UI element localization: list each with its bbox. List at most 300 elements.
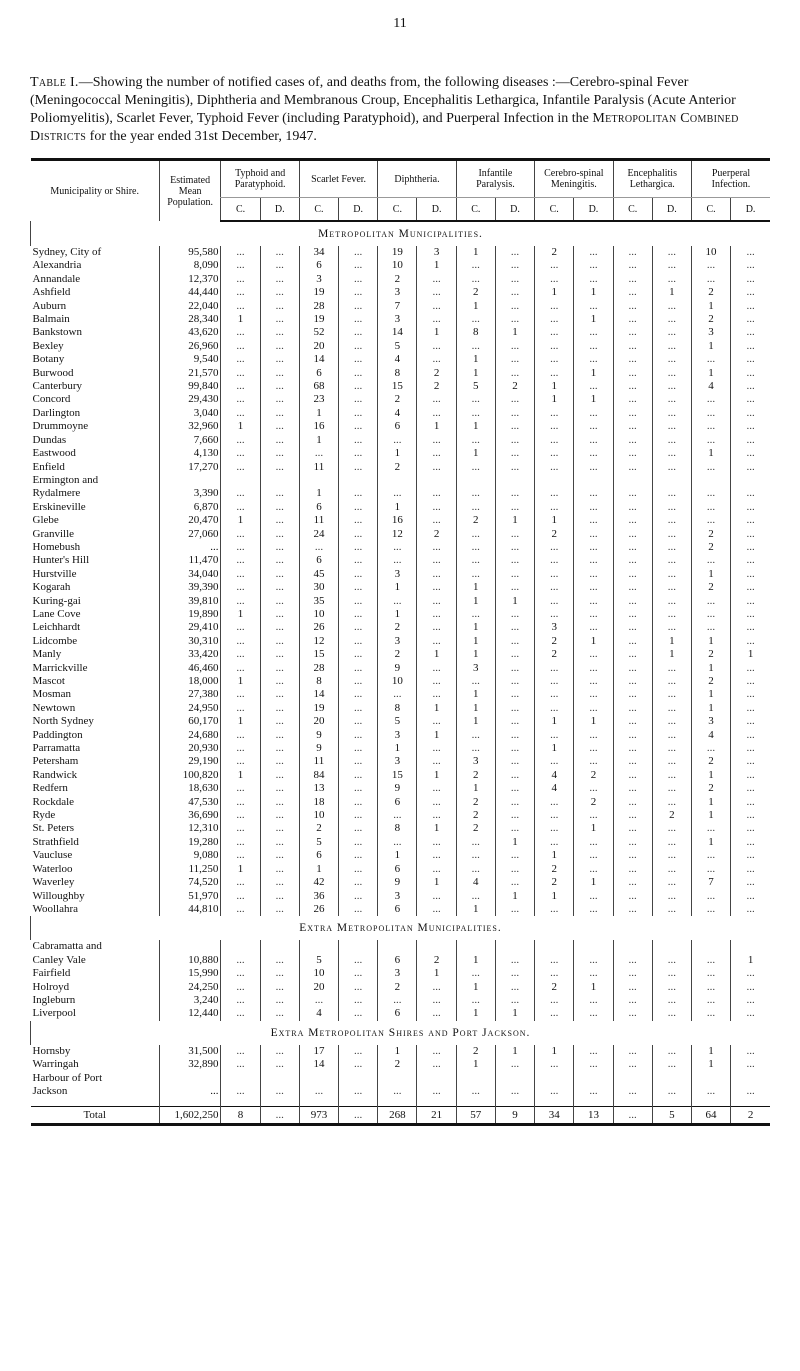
spacer-cell — [535, 1098, 574, 1107]
cell-value: ... — [378, 595, 417, 608]
cell-value: ... — [456, 836, 495, 849]
cell-value: ... — [731, 461, 770, 474]
cell-value: ... — [613, 1058, 652, 1071]
cell-value: ... — [652, 273, 691, 286]
cell-value: ... — [417, 340, 456, 353]
cell-value: ... — [221, 729, 260, 742]
cell-value: ... — [652, 487, 691, 500]
cell-value — [613, 940, 652, 953]
cell-value: ... — [731, 541, 770, 554]
cell-value: ... — [535, 903, 574, 916]
cell-population: 18,630 — [159, 782, 221, 795]
cell-value: ... — [731, 246, 770, 259]
cell-value: ... — [731, 1007, 770, 1020]
cell-population: 27,380 — [159, 688, 221, 701]
table-row — [31, 702, 771, 715]
cell-value: ... — [221, 273, 260, 286]
cell-population: 9,080 — [159, 849, 221, 862]
cell-value: 14 — [299, 688, 338, 701]
cell-value: ... — [691, 621, 730, 634]
cell-value: ... — [260, 541, 299, 554]
cell-value: 45 — [299, 568, 338, 581]
cell-value: ... — [260, 702, 299, 715]
cell-value: ... — [731, 313, 770, 326]
table-row — [31, 994, 771, 1007]
cell-value: 1 — [378, 447, 417, 460]
cell-value: ... — [652, 326, 691, 339]
cell-value: ... — [613, 340, 652, 353]
cell-value: ... — [535, 1007, 574, 1020]
cell-municipality: Lane Cove — [32, 607, 81, 620]
spacer-cell — [652, 1098, 691, 1107]
cell-value: ... — [613, 809, 652, 822]
cell-value: 4 — [691, 729, 730, 742]
cell-value: 6 — [299, 367, 338, 380]
cell-value: 2 — [417, 367, 456, 380]
cell-value: ... — [495, 420, 534, 433]
spacer-cell — [417, 1098, 456, 1107]
cell-value: ... — [339, 461, 378, 474]
table-row — [31, 863, 771, 876]
cell-value: ... — [731, 967, 770, 980]
cell-value: 20 — [299, 715, 338, 728]
cell-value: ... — [574, 595, 613, 608]
cell-value: 16 — [378, 514, 417, 527]
cell-value: ... — [456, 1085, 495, 1098]
cell-value: ... — [417, 755, 456, 768]
cell-value: ... — [378, 434, 417, 447]
cell-value: ... — [574, 890, 613, 903]
cell-value: ... — [495, 461, 534, 474]
cell-value: ... — [652, 514, 691, 527]
cell-value: ... — [339, 313, 378, 326]
cell-value: 1 — [456, 621, 495, 634]
cell-value: ... — [613, 836, 652, 849]
header-d-4: D. — [574, 198, 613, 222]
cell-value: ... — [339, 554, 378, 567]
cell-value: ... — [535, 662, 574, 675]
cell-value: 23 — [299, 393, 338, 406]
cell-value: ... — [535, 554, 574, 567]
cell-value: 7 — [378, 300, 417, 313]
cell-value: ... — [260, 635, 299, 648]
cell-municipality: Hornsby — [32, 1044, 71, 1057]
cell-population — [159, 1072, 221, 1085]
cell-value — [574, 940, 613, 953]
cell-value: ... — [495, 688, 534, 701]
cell-value: ... — [417, 796, 456, 809]
cell-population: 1,602,250 — [159, 1107, 221, 1125]
cell-value: ... — [456, 259, 495, 272]
cell-value: ... — [495, 742, 534, 755]
cell-value: ... — [417, 994, 456, 1007]
cell-value: ... — [339, 782, 378, 795]
cell-value: ... — [731, 903, 770, 916]
cell-value: ... — [613, 487, 652, 500]
cell-value: ... — [495, 876, 534, 889]
cell-value: ... — [691, 903, 730, 916]
cell-value: ... — [613, 420, 652, 433]
cell-value: ... — [339, 621, 378, 634]
cell-value: ... — [260, 326, 299, 339]
cell-value: ... — [260, 273, 299, 286]
cell-value: ... — [260, 1058, 299, 1071]
cell-value: 10 — [299, 608, 338, 621]
cell-municipality: St. Peters — [32, 822, 75, 835]
table-row — [31, 487, 771, 500]
cell-value: 2 — [378, 981, 417, 994]
cell-value: ... — [652, 755, 691, 768]
cell-value: ... — [456, 890, 495, 903]
cell-value: ... — [613, 407, 652, 420]
cell-value: 21 — [417, 1107, 456, 1125]
cell-value: ... — [613, 246, 652, 259]
cell-value: ... — [495, 729, 534, 742]
cell-value: 1 — [221, 514, 260, 527]
cell-value: ... — [378, 688, 417, 701]
caption-tail: for the year ended 31st December, 1947. — [89, 129, 317, 144]
cell-value: ... — [339, 648, 378, 661]
cell-value: ... — [221, 568, 260, 581]
cell-population — [159, 940, 221, 953]
cell-value: ... — [456, 849, 495, 862]
cell-value: ... — [339, 1058, 378, 1071]
cell-value: ... — [456, 313, 495, 326]
cell-value: ... — [652, 595, 691, 608]
cell-value: ... — [535, 541, 574, 554]
cell-value: ... — [221, 501, 260, 514]
cell-population: 9,540 — [159, 353, 221, 366]
cell-value — [652, 1072, 691, 1085]
cell-population: 18,000 — [159, 675, 221, 688]
table-row — [31, 528, 771, 541]
cell-value: 1 — [456, 420, 495, 433]
cell-value: 2 — [299, 822, 338, 835]
cell-value: ... — [339, 528, 378, 541]
header-c-5: C. — [613, 198, 652, 222]
cell-value — [495, 474, 534, 487]
cell-value: 20 — [299, 981, 338, 994]
section-heading — [31, 221, 771, 246]
cell-value: ... — [652, 1007, 691, 1020]
cell-value: ... — [339, 581, 378, 594]
cell-value: ... — [417, 903, 456, 916]
cell-value: 28 — [299, 300, 338, 313]
cell-value: ... — [260, 447, 299, 460]
cell-municipality: Auburn — [32, 299, 67, 312]
cell-value: ... — [260, 903, 299, 916]
caption-lead: Table I. — [30, 75, 79, 90]
header-c-4: C. — [535, 198, 574, 222]
cell-value: ... — [535, 447, 574, 460]
cell-value: 1 — [378, 742, 417, 755]
cell-value: 2 — [691, 782, 730, 795]
cell-value: ... — [260, 1007, 299, 1020]
cell-value: 1 — [221, 420, 260, 433]
cell-value: ... — [339, 595, 378, 608]
cell-value: 35 — [299, 595, 338, 608]
cell-value: 1 — [456, 1058, 495, 1071]
cell-value: 13 — [574, 1107, 613, 1125]
table-row — [31, 1045, 771, 1058]
cell-value: 1 — [221, 313, 260, 326]
cell-value: ... — [221, 648, 260, 661]
cell-value: ... — [339, 688, 378, 701]
table-row — [31, 876, 771, 889]
cell-value: ... — [613, 715, 652, 728]
cell-value: ... — [260, 501, 299, 514]
cell-population: 95,580 — [159, 246, 221, 259]
cell-value: ... — [652, 246, 691, 259]
cell-value: ... — [495, 393, 534, 406]
cell-value: ... — [417, 514, 456, 527]
cell-population: ... — [159, 1085, 221, 1098]
cell-value: ... — [260, 407, 299, 420]
cell-value: ... — [260, 380, 299, 393]
cell-value: ... — [221, 595, 260, 608]
cell-value: ... — [652, 568, 691, 581]
spacer-cell — [691, 1098, 730, 1107]
cell-value: ... — [221, 581, 260, 594]
cell-value: 1 — [221, 675, 260, 688]
cell-value: ... — [456, 487, 495, 500]
cell-value: ... — [339, 514, 378, 527]
cell-value: 10 — [378, 675, 417, 688]
cell-value: ... — [260, 967, 299, 980]
table-row — [31, 514, 771, 527]
cell-value: ... — [574, 340, 613, 353]
cell-value: ... — [339, 568, 378, 581]
cell-population: 32,890 — [159, 1058, 221, 1071]
cell-value: ... — [652, 981, 691, 994]
cell-value: ... — [731, 259, 770, 272]
cell-value: ... — [652, 836, 691, 849]
cell-value: 1 — [691, 702, 730, 715]
cell-value: ... — [260, 581, 299, 594]
cell-value: ... — [260, 994, 299, 1007]
cell-value: ... — [691, 954, 730, 967]
table-row — [31, 755, 771, 768]
cell-value: 1 — [652, 635, 691, 648]
cell-value: 68 — [299, 380, 338, 393]
cell-value: 2 — [691, 541, 730, 554]
header-c-1: C. — [299, 198, 338, 222]
cell-value: 3 — [378, 729, 417, 742]
cell-population: 12,310 — [159, 822, 221, 835]
cell-value: ... — [417, 809, 456, 822]
cell-value: ... — [535, 608, 574, 621]
cell-value: ... — [221, 393, 260, 406]
cell-value: ... — [613, 1107, 652, 1125]
cell-value: ... — [260, 300, 299, 313]
cell-value: 9 — [378, 662, 417, 675]
table-row — [31, 675, 771, 688]
cell-value: ... — [613, 954, 652, 967]
cell-value: ... — [456, 501, 495, 514]
cell-value: ... — [652, 729, 691, 742]
cell-value: 2 — [378, 621, 417, 634]
cell-value: ... — [495, 715, 534, 728]
cell-value: ... — [731, 286, 770, 299]
cell-value: 3 — [378, 568, 417, 581]
cell-value: ... — [731, 447, 770, 460]
cell-value: 1 — [221, 608, 260, 621]
cell-value: ... — [495, 621, 534, 634]
cell-value: ... — [574, 514, 613, 527]
spacer-cell — [731, 1098, 770, 1107]
cell-value: ... — [652, 621, 691, 634]
cell-value: 2 — [731, 1107, 770, 1125]
cell-value: ... — [535, 675, 574, 688]
cell-value: ... — [731, 796, 770, 809]
cell-value: 30 — [299, 581, 338, 594]
cell-value: ... — [691, 595, 730, 608]
cell-value: ... — [574, 353, 613, 366]
cell-value: 1 — [417, 822, 456, 835]
cell-value: ... — [495, 954, 534, 967]
table-row — [31, 595, 771, 608]
cell-value: ... — [574, 1007, 613, 1020]
cell-value: ... — [652, 863, 691, 876]
cell-value: ... — [731, 635, 770, 648]
cell-value: ... — [339, 769, 378, 782]
cell-value: ... — [652, 890, 691, 903]
cell-value: 3 — [378, 635, 417, 648]
cell-municipality: Ermington and — [32, 473, 99, 486]
cell-value: ... — [221, 554, 260, 567]
caption-text: —Showing the number of notified cases of, and deaths from, the following diseases :—Cerebro-spinal Fever (Meningococcal Meningitis), Diphtheria and Membranous Croup, Encephalitis Lethargica, Infantile Paralysis (Acute Anterior Poliomyelitis), Scarlet Fever, Typhoid Fever (including Paratyphoid), and Puerperal Infection in the — [30, 75, 736, 126]
cell-value: ... — [652, 742, 691, 755]
cell-value: 1 — [574, 367, 613, 380]
cell-value: ... — [495, 675, 534, 688]
cell-value: 1 — [378, 1045, 417, 1058]
cell-value: 1 — [417, 648, 456, 661]
cell-value: 2 — [691, 581, 730, 594]
cell-value: ... — [417, 447, 456, 460]
header-diphtheria: Diphtheria. — [378, 160, 456, 198]
cell-value: ... — [574, 702, 613, 715]
cell-value: ... — [339, 954, 378, 967]
cell-population: 12,440 — [159, 1007, 221, 1020]
cell-value: ... — [339, 702, 378, 715]
cell-value: 1 — [456, 715, 495, 728]
table-row — [31, 648, 771, 661]
cell-value: ... — [378, 554, 417, 567]
cell-value: 1 — [535, 514, 574, 527]
cell-value: ... — [260, 246, 299, 259]
cell-value: ... — [652, 313, 691, 326]
cell-value: ... — [613, 514, 652, 527]
header-d-6: D. — [731, 198, 770, 222]
header-c-2: C. — [378, 198, 417, 222]
cell-value: 13 — [299, 782, 338, 795]
section-heading — [31, 1021, 771, 1045]
cell-value: 1 — [574, 635, 613, 648]
cell-value: 2 — [417, 954, 456, 967]
cell-value: 2 — [378, 461, 417, 474]
cell-value: ... — [495, 541, 534, 554]
header-puerperal: Puerperal Infection. — [691, 160, 770, 198]
cell-value: ... — [731, 863, 770, 876]
cell-value: ... — [339, 1107, 378, 1125]
cell-value: ... — [339, 809, 378, 822]
cell-value: ... — [495, 300, 534, 313]
cell-value: ... — [456, 967, 495, 980]
cell-value — [417, 940, 456, 953]
cell-value: 1 — [691, 367, 730, 380]
cell-value: ... — [221, 662, 260, 675]
cell-value: ... — [339, 994, 378, 1007]
cell-municipality: Balmain — [32, 313, 70, 326]
cell-municipality: Concord — [32, 393, 71, 406]
header-encephalitis: Encephalitis Lethargica. — [613, 160, 691, 198]
cell-population: 24,680 — [159, 729, 221, 742]
cell-value: 1 — [652, 286, 691, 299]
cell-value: ... — [731, 755, 770, 768]
cell-value: ... — [731, 514, 770, 527]
cell-value: ... — [417, 981, 456, 994]
cell-value: ... — [456, 994, 495, 1007]
cell-value: ... — [456, 541, 495, 554]
cell-value: 1 — [417, 259, 456, 272]
cell-value: ... — [339, 541, 378, 554]
cell-value: ... — [260, 554, 299, 567]
cell-value: 2 — [456, 796, 495, 809]
cell-value: ... — [652, 702, 691, 715]
cell-value: 8 — [456, 326, 495, 339]
cell-value: ... — [339, 420, 378, 433]
cell-value: ... — [574, 675, 613, 688]
cell-value: ... — [260, 648, 299, 661]
cell-value: ... — [456, 393, 495, 406]
cell-population: 44,440 — [159, 286, 221, 299]
cell-value: ... — [652, 769, 691, 782]
cell-value: 2 — [691, 675, 730, 688]
table-row — [31, 782, 771, 795]
cell-population: 43,620 — [159, 326, 221, 339]
cell-value: ... — [574, 541, 613, 554]
cell-value — [574, 474, 613, 487]
cell-value: ... — [731, 809, 770, 822]
cell-value: 1 — [495, 1007, 534, 1020]
cell-value: ... — [339, 742, 378, 755]
cell-value: ... — [456, 729, 495, 742]
table-row — [31, 554, 771, 567]
cell-value: ... — [613, 742, 652, 755]
header-d-3: D. — [495, 198, 534, 222]
cell-value: ... — [574, 903, 613, 916]
cell-value: ... — [574, 447, 613, 460]
cell-value: ... — [613, 729, 652, 742]
cell-value: ... — [574, 568, 613, 581]
cell-value: 64 — [691, 1107, 730, 1125]
cell-municipality: Petersham — [32, 755, 79, 768]
cell-value: ... — [613, 300, 652, 313]
cell-value: ... — [731, 715, 770, 728]
cell-value: 15 — [378, 769, 417, 782]
cell-value: ... — [495, 769, 534, 782]
cell-value: 52 — [299, 326, 338, 339]
cell-value: ... — [417, 568, 456, 581]
cell-value: 26 — [299, 903, 338, 916]
cell-value: ... — [260, 796, 299, 809]
cell-value: ... — [495, 903, 534, 916]
cell-value: ... — [260, 367, 299, 380]
cell-value: ... — [574, 863, 613, 876]
cell-value: ... — [339, 326, 378, 339]
cell-value: ... — [495, 994, 534, 1007]
cell-value: 1 — [456, 367, 495, 380]
